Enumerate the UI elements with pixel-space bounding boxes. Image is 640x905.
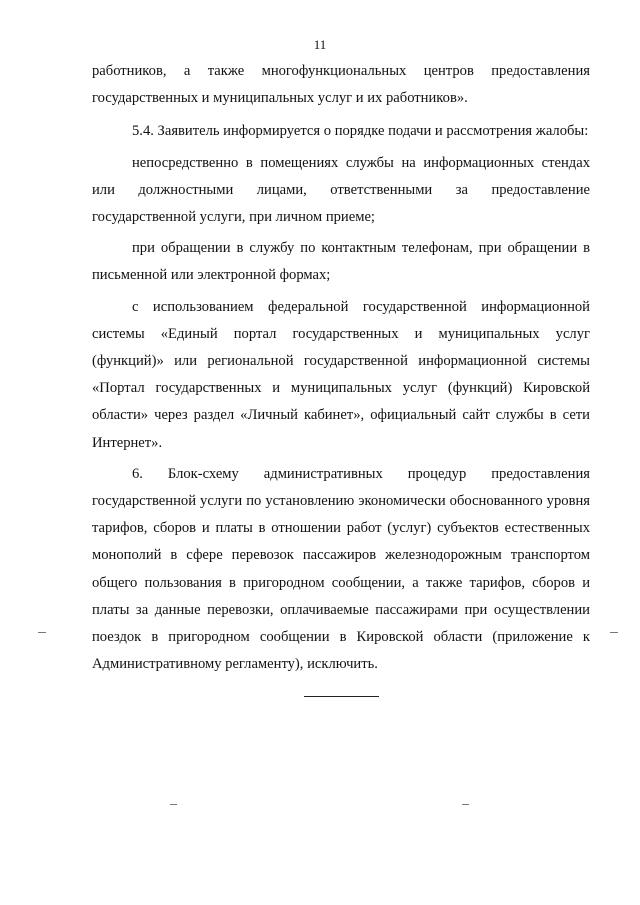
- paragraph-continuation: работников, а также многофункциональных центров предоставления государственных и муниципальных услуг и их работников».: [92, 63, 590, 107]
- scan-mark: [38, 632, 46, 633]
- paragraph-6: 6. Блок-схему административных процедур предоставления государственной услуги по установлению экономически обоснованного уровня тарифов, сборов и платы в отношении работ (услуг) субъектов естественных монополий в сфере перевозок пассажиров железнодорожным транспортом общего пользования в пригородном сообщении, а также тарифов, сборов и платы за данные перевозки, оплачиваемые пассажирами при осуществлении поездок в пригородном сообщении в Кировской области (приложение к Административному регламенту), исключить.: [92, 465, 590, 673]
- paragraph-portal: с использованием федеральной государственной информационной системы «Единый портал государственных и муниципальных услуг (функций)» или региональной государственной информационной системы «Портал государственных и муниципальных услуг (функций) Кировской области» через раздел «Личный кабинет», официальный сайт службы в сети Интернет».: [92, 298, 590, 451]
- page-number: 11: [313, 37, 327, 52]
- scan-mark: [610, 632, 618, 633]
- paragraph-premises: непосредственно в помещениях службы на информационных стендах или должностными лицами, ответственными за предоставление государственной услуги, при личном приеме;: [92, 154, 590, 226]
- scan-mark: [462, 804, 469, 805]
- document-body: [92, 58, 590, 678]
- paragraph-5-4: 5.4. Заявитель информируется о порядке подачи и рассмотрения жалобы:: [132, 123, 589, 140]
- paragraph-phone: при обращении в службу по контактным телефонам, при обращении в письменной или электронной формах;: [92, 240, 590, 284]
- closing-separator-line: [304, 696, 379, 697]
- scan-mark: [170, 804, 177, 805]
